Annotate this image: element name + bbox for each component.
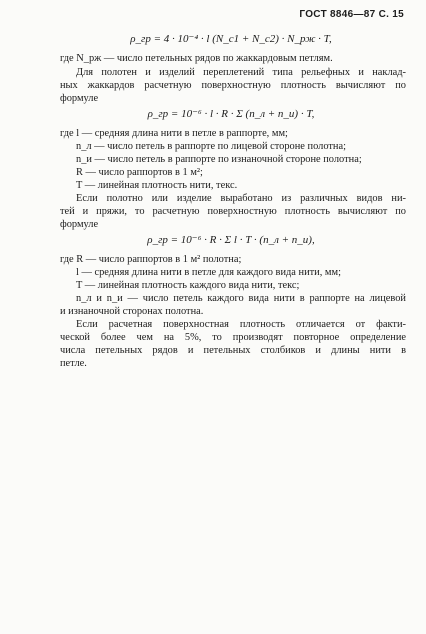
text-line: R — число раппортов в 1 м²; [76,167,203,178]
text-line: где l — средняя длина нити в петле в раппорте, мм; [60,128,288,139]
formula-surface-density-mixed: ρ_гр = 10⁻⁶ · R · Σ l · T · (n_л + n_и), [147,234,315,246]
text-line: n_л и n_и — число петель каждого вида нити в раппорте на лицевой [76,293,406,304]
text-line: l — средняя длина нити в петле для каждого вида нити, мм; [76,267,341,278]
text-line: петле. [60,358,87,369]
text-line: Для полотен и изделий переплетений типа рельефных и наклад- [76,67,406,78]
text-line: формуле [60,219,99,230]
formula-surface-density-jacquard: ρ_гр = 4 · 10⁻⁴ · l (N_c1 + N_c2) · N_рж · T, [130,33,332,45]
page-header: ГОСТ 8846—87 С. 15 [299,9,404,20]
text-line: ных жаккардов расчетную поверхностную плотность вычисляют по [60,80,406,91]
text-line: тей и пряжи, то расчетную поверхностную плотность вычисляют по [60,206,406,217]
text-line: n_л — число петель в раппорте по лицевой стороне полотна; [76,141,346,152]
text-line: Если расчетная поверхностная плотность отличается от факти- [76,319,406,330]
text-line: Если полотно или изделие выработано из различных видов ни- [76,193,406,204]
text-line: и изнаночной сторонах полотна. [60,306,204,317]
text-line: ческой более чем на 5%, то производят повторное определение [60,332,406,343]
formula-surface-density-relief: ρ_гр = 10⁻⁶ · l · R · Σ (n_л + n_и) · T, [147,108,315,120]
text-line: формуле [60,93,99,104]
text-line: T — линейная плотность нити, текс. [76,180,238,191]
text-line: числа петельных рядов и петельных столбиков и длины нити в [60,345,406,356]
text-line: n_и — число петель в раппорте по изнаночной стороне полотна; [76,154,362,165]
text-line: T — линейная плотность каждого вида нити, текс; [76,280,300,291]
text-line: где N_рж — число петельных рядов по жаккардовым петлям. [60,53,333,64]
text-line: где R — число раппортов в 1 м² полотна; [60,254,242,265]
